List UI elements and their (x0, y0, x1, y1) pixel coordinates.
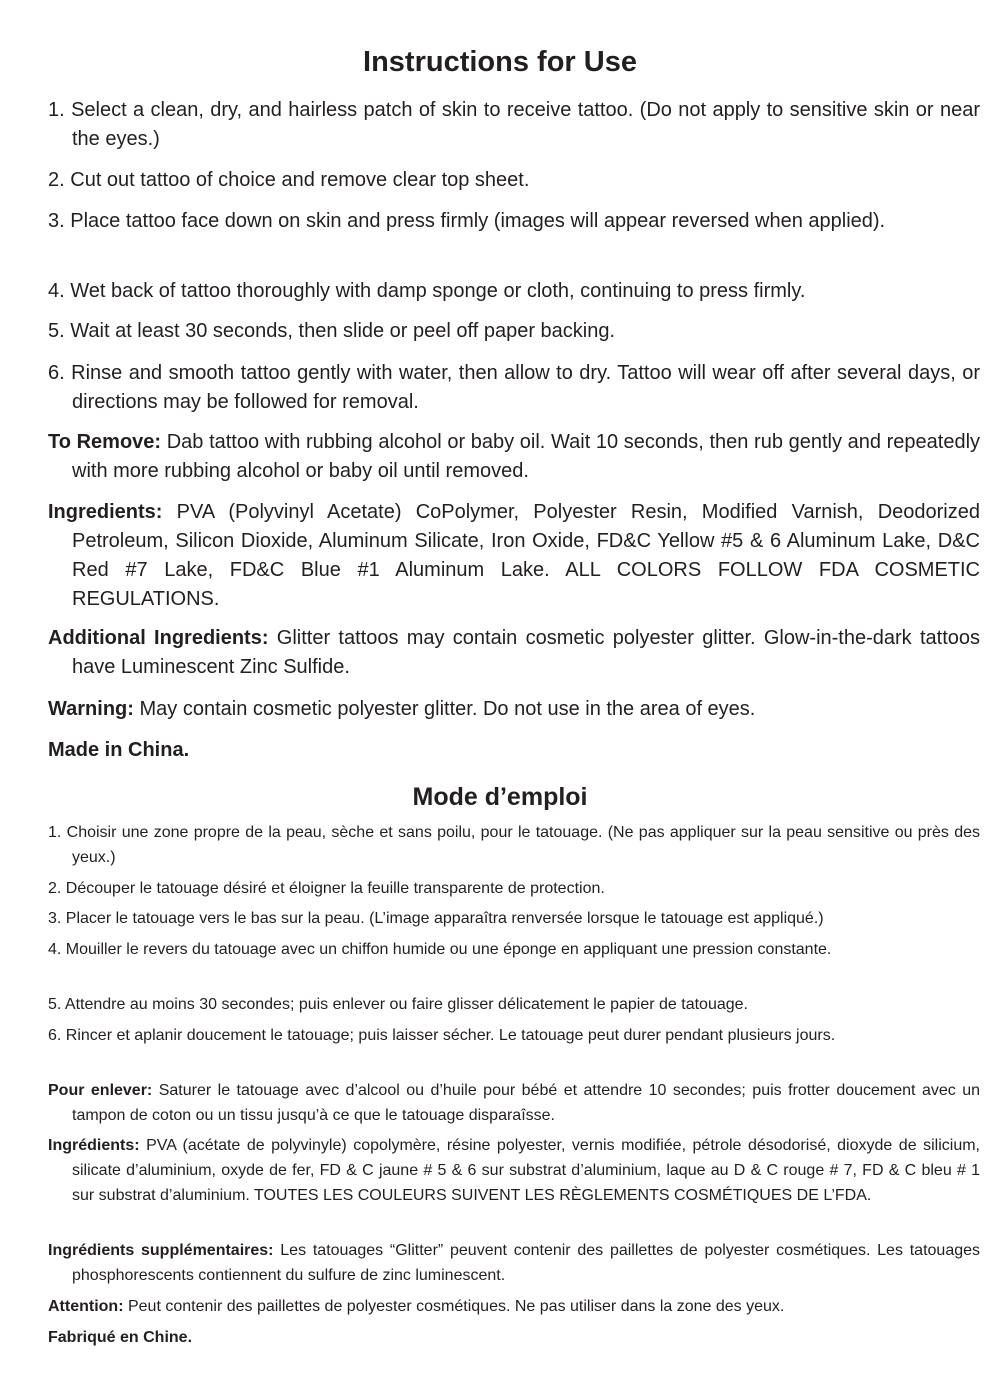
fr-step-6-number: 6. (48, 1027, 62, 1044)
en-additional-ingredients (48, 624, 980, 682)
fr-step-3-number: 3. (48, 910, 62, 927)
fr-step-5 (48, 992, 980, 1017)
fr-step-4 (48, 937, 980, 962)
en-to-remove (48, 428, 980, 486)
fr-step-1 (48, 820, 980, 870)
en-step-6-text: Rinse and smooth tattoo gently with water, then allow to dry. Tattoo will wear off after several days, or directions may be followed for removal. (71, 362, 980, 413)
fr-pour-enlever-label: Pour enlever: (48, 1082, 153, 1099)
fr-step-1-text: Choisir une zone propre de la peau, sèche et sans poilu, pour le tatouage. (Ne pas appliquer sur la peau sensitive ou près des yeux.) (66, 824, 980, 866)
en-step-2 (48, 166, 980, 195)
en-step-5-text: Wait at least 30 seconds, then slide or peel off paper backing. (70, 320, 616, 342)
en-to-remove-label: To Remove: (48, 431, 162, 453)
en-step-6-number: 6. (48, 362, 65, 384)
en-step-3-text: Place tattoo face down on skin and press firmly (images will appear reversed when applied). (70, 210, 886, 232)
fr-attention-label: Attention: (48, 1298, 124, 1315)
en-step-1 (48, 96, 980, 154)
fr-step-1-number: 1. (48, 824, 62, 841)
en-additional-ingredients-text: Glitter tattoos may contain cosmetic polyester glitter. Glow-in-the-dark tattoos have Luminescent Zinc Sulfide. (72, 627, 980, 678)
en-step-4-number: 4. (48, 280, 65, 302)
en-step-2-number: 2. (48, 169, 65, 191)
fr-pour-enlever (48, 1078, 980, 1128)
en-made-in-text: Made in China. (48, 739, 190, 761)
en-step-1-text: Select a clean, dry, and hairless patch of skin to receive tattoo. (Do not apply to sensitive skin or near the eyes.) (71, 99, 980, 150)
en-step-6 (48, 359, 980, 417)
fr-step-5-number: 5. (48, 996, 62, 1013)
fr-ingredients-text: PVA (acétate de polyvinyle) copolymère, résine polyester, vernis modifiée, pétrole désodorisé, dioxyde de silicium, silicate d’aluminium, oxyde de fer, FD & C jaune # 5 & 6 sur substrat d’aluminium, laque au D & C rouge # 7, FD & C bleu # 1 sur substrat d’aluminium. TOUTES LES COULEURS SUIVENT LES RÈGLEMENTS COSMÉTIQUES DE L’FDA. (72, 1137, 980, 1204)
fr-step-6 (48, 1023, 980, 1048)
en-ingredients-label: Ingredients: (48, 501, 163, 523)
fr-step-2-number: 2. (48, 880, 62, 897)
fr-fabrique-en (48, 1325, 980, 1350)
fr-step-5-text: Attendre au moins 30 secondes; puis enlever ou faire glisser délicatement le papier de tatouage. (64, 996, 748, 1013)
fr-step-6-text: Rincer et aplanir doucement le tatouage; puis laisser sécher. Le tatouage peut durer pendant plusieurs jours. (65, 1027, 836, 1044)
title-mode-d-emploi: Mode d’emploi (412, 783, 588, 811)
fr-step-2-text: Découper le tatouage désiré et éloigner la feuille transparente de protection. (65, 880, 605, 897)
fr-step-2 (48, 876, 980, 901)
en-ingredients-text: PVA (Polyvinyl Acetate) CoPolymer, Polyester Resin, Modified Varnish, Deodorized Petroleum, Silicon Dioxide, Aluminum Silicate, Iron Oxide, FD&C Yellow #5 & 6 Aluminum Lake, D&C Red #7 Lake, FD&C Blue #1 Aluminum Lake. ALL COLORS FOLLOW FDA COSMETIC REGULATIONS. (72, 501, 980, 610)
fr-ingredients (48, 1133, 980, 1208)
en-ingredients (48, 498, 980, 614)
fr-attention-text: Peut contenir des paillettes de polyester cosmétiques. Ne pas utiliser dans la zone des yeux. (127, 1298, 785, 1315)
en-step-3-number: 3. (48, 210, 65, 232)
en-step-4-text: Wet back of tattoo thoroughly with damp sponge or cloth, continuing to press firmly. (70, 280, 806, 302)
fr-step-3-text: Placer le tatouage vers le bas sur la peau. (L’image apparaîtra renversée lorsque le tatouage est appliqué.) (65, 910, 824, 927)
en-additional-ingredients-label: Additional Ingredients: (48, 627, 269, 649)
fr-step-4-text: Mouiller le revers du tatouage avec un chiffon humide ou une éponge en appliquant une pression constante. (65, 941, 832, 958)
fr-attention (48, 1294, 980, 1319)
fr-ingredients-supplementaires-label: Ingrédients supplémentaires: (48, 1242, 274, 1259)
en-step-4 (48, 277, 980, 306)
fr-pour-enlever-text: Saturer le tatouage avec d’alcool ou d’huile pour bébé et attendre 10 secondes; puis frotter doucement avec un tampon de coton ou un tissu jusqu’à ce que le tatouage disparaîsse. (72, 1082, 980, 1124)
en-step-1-number: 1. (48, 99, 65, 121)
fr-ingredients-label: Ingrédients: (48, 1137, 140, 1154)
en-to-remove-text: Dab tattoo with rubbing alcohol or baby oil. Wait 10 seconds, then rub gently and repeatedly with more rubbing alcohol or baby oil until removed. (72, 431, 981, 482)
fr-step-3 (48, 906, 980, 931)
fr-ingredients-supplementaires-text: Les tatouages “Glitter” peuvent contenir des paillettes de polyester cosmétiques. Les tatouages phosphorescents contiennent du sulfure de zinc luminescent. (72, 1242, 981, 1284)
en-step-5 (48, 317, 980, 346)
fr-fabrique-en-text: Fabriqué en Chine. (48, 1329, 193, 1346)
en-step-3 (48, 207, 980, 236)
en-warning-text: May contain cosmetic polyester glitter. Do not use in the area of eyes. (139, 698, 756, 720)
en-step-2-text: Cut out tattoo of choice and remove clear top sheet. (70, 169, 530, 191)
en-warning-label: Warning: (48, 698, 134, 720)
fr-step-4-number: 4. (48, 941, 62, 958)
en-made-in (48, 736, 980, 765)
en-step-5-number: 5. (48, 320, 65, 342)
fr-ingredients-supplementaires (48, 1238, 980, 1288)
en-warning (48, 695, 980, 724)
title-instructions-for-use: Instructions for Use (363, 46, 637, 78)
